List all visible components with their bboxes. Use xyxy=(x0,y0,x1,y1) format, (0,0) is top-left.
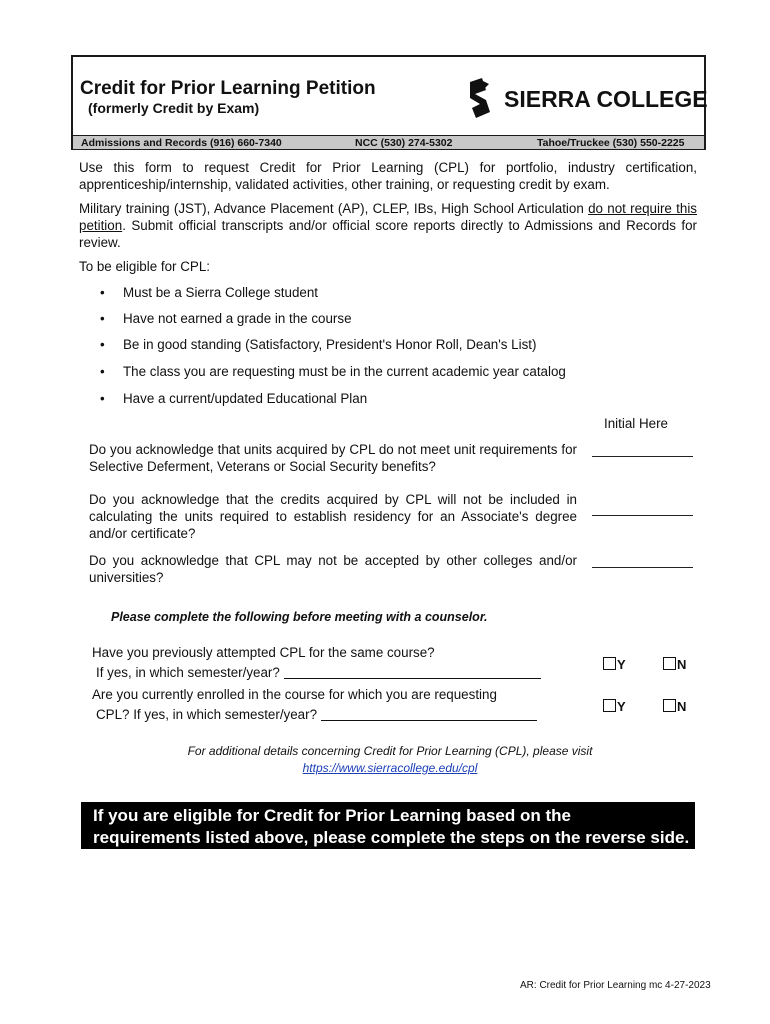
contact-ncc: NCC (530) 274-5302 xyxy=(355,137,453,149)
details-link-row xyxy=(170,761,610,775)
eligibility-bullet xyxy=(100,311,352,326)
q2-no-option[interactable] xyxy=(663,699,686,714)
eligibility-bullet xyxy=(100,364,566,379)
bullet-icon: • xyxy=(100,391,105,406)
ack-question-1: Do you acknowledge that units acquired by CPL do not meet unit requirements for Selective Deferment, Veterans or Social Security benefits? xyxy=(89,442,577,474)
yes-label: Y xyxy=(617,699,626,714)
bullet-text: The class you are requesting must be in the current academic year catalog xyxy=(123,364,566,379)
initial-field-1[interactable] xyxy=(592,456,693,457)
intro-paragraph-1: Use this form to request Credit for Prior Learning (CPL) for portfolio, industry certification, apprenticeship/internship, validated activities, other training, or requesting credit by exam. xyxy=(79,160,697,192)
bullet-text: Have a current/updated Educational Plan xyxy=(123,391,368,406)
counselor-q2-prompt: CPL? If yes, in which semester/year? xyxy=(96,707,318,722)
eligibility-banner xyxy=(81,802,695,849)
counselor-instruction: Please complete the following before meeting with a counselor. xyxy=(111,610,488,624)
eligibility-bullet xyxy=(100,337,536,352)
eligibility-bullet xyxy=(100,285,318,300)
form-subtitle: (formerly Credit by Exam) xyxy=(88,100,260,116)
q2-yes-checkbox[interactable] xyxy=(603,699,616,712)
contact-bar xyxy=(73,135,704,149)
q2-no-checkbox[interactable] xyxy=(663,699,676,712)
no-label: N xyxy=(677,699,687,714)
no-label: N xyxy=(677,657,687,672)
q1-no-checkbox[interactable] xyxy=(663,657,676,670)
counselor-q1-line2 xyxy=(96,665,541,680)
logo-text: SIERRA COLLEGE xyxy=(504,86,708,112)
banner-line-1: If you are eligible for Credit for Prior Learning based on the xyxy=(93,806,571,825)
intro-paragraph-2 xyxy=(79,200,697,251)
footer-form-id: AR: Credit for Prior Learning mc 4-27-2023 xyxy=(520,980,711,991)
form-title: Credit for Prior Learning Petition xyxy=(80,78,376,99)
counselor-q1-line1: Have you previously attempted CPL for the same course? xyxy=(92,645,435,660)
semester-year-field-2[interactable] xyxy=(321,707,537,721)
cpl-website-link[interactable]: https://www.sierracollege.edu/cpl xyxy=(302,761,478,775)
counselor-q1-prompt: If yes, in which semester/year? xyxy=(96,665,280,680)
q1-yes-option[interactable] xyxy=(603,657,626,672)
bullet-text: Have not earned a grade in the course xyxy=(123,311,352,326)
q2-yes-option[interactable] xyxy=(603,699,626,714)
bullet-icon: • xyxy=(100,311,105,326)
bullet-icon: • xyxy=(100,337,105,352)
bullet-icon: • xyxy=(100,364,105,379)
semester-year-field-1[interactable] xyxy=(284,665,541,679)
ack-question-2: Do you acknowledge that the credits acquired by CPL will not be included in calculating the units required to establish residency for an Associate's degree and/or certificate? xyxy=(89,492,577,541)
bullet-text: Be in good standing (Satisfactory, President's Honor Roll, Dean's List) xyxy=(123,337,537,352)
contact-tahoe: Tahoe/Truckee (530) 550-2225 xyxy=(537,137,685,149)
sierra-s-logo-icon xyxy=(466,76,708,120)
intro-p2-text-end: . Submit official transcripts and/or official score reports directly to Admissions and Records for review. xyxy=(79,218,697,250)
ack-question-3: Do you acknowledge that CPL may not be accepted by other colleges and/or universities? xyxy=(89,553,577,585)
counselor-q2-line2 xyxy=(96,707,537,722)
initial-field-3[interactable] xyxy=(592,567,693,568)
eligibility-heading: To be eligible for CPL: xyxy=(79,259,211,274)
details-text: For additional details concerning Credit for Prior Learning (CPL), please visit xyxy=(187,744,593,758)
intro-p2-text: Military training (JST), Advance Placement (AP), CLEP, IBs, High School Articulation xyxy=(79,201,589,216)
initial-here-label: Initial Here xyxy=(604,416,669,431)
initial-field-2[interactable] xyxy=(592,515,693,516)
intro-p2-emphasis: do not require this petition xyxy=(79,201,697,233)
sierra-college-logo xyxy=(466,76,708,120)
yes-label: Y xyxy=(617,657,626,672)
banner-line-2: requirements listed above, please complete the steps on the reverse side. xyxy=(93,828,690,847)
contact-admissions: Admissions and Records (916) 660-7340 xyxy=(81,137,282,149)
bullet-text: Must be a Sierra College student xyxy=(123,285,319,300)
q1-yes-checkbox[interactable] xyxy=(603,657,616,670)
eligibility-bullet xyxy=(100,391,367,406)
counselor-q2-line1: Are you currently enrolled in the course for which you are requesting xyxy=(92,687,497,702)
bullet-icon: • xyxy=(100,285,105,300)
q1-no-option[interactable] xyxy=(663,657,686,672)
